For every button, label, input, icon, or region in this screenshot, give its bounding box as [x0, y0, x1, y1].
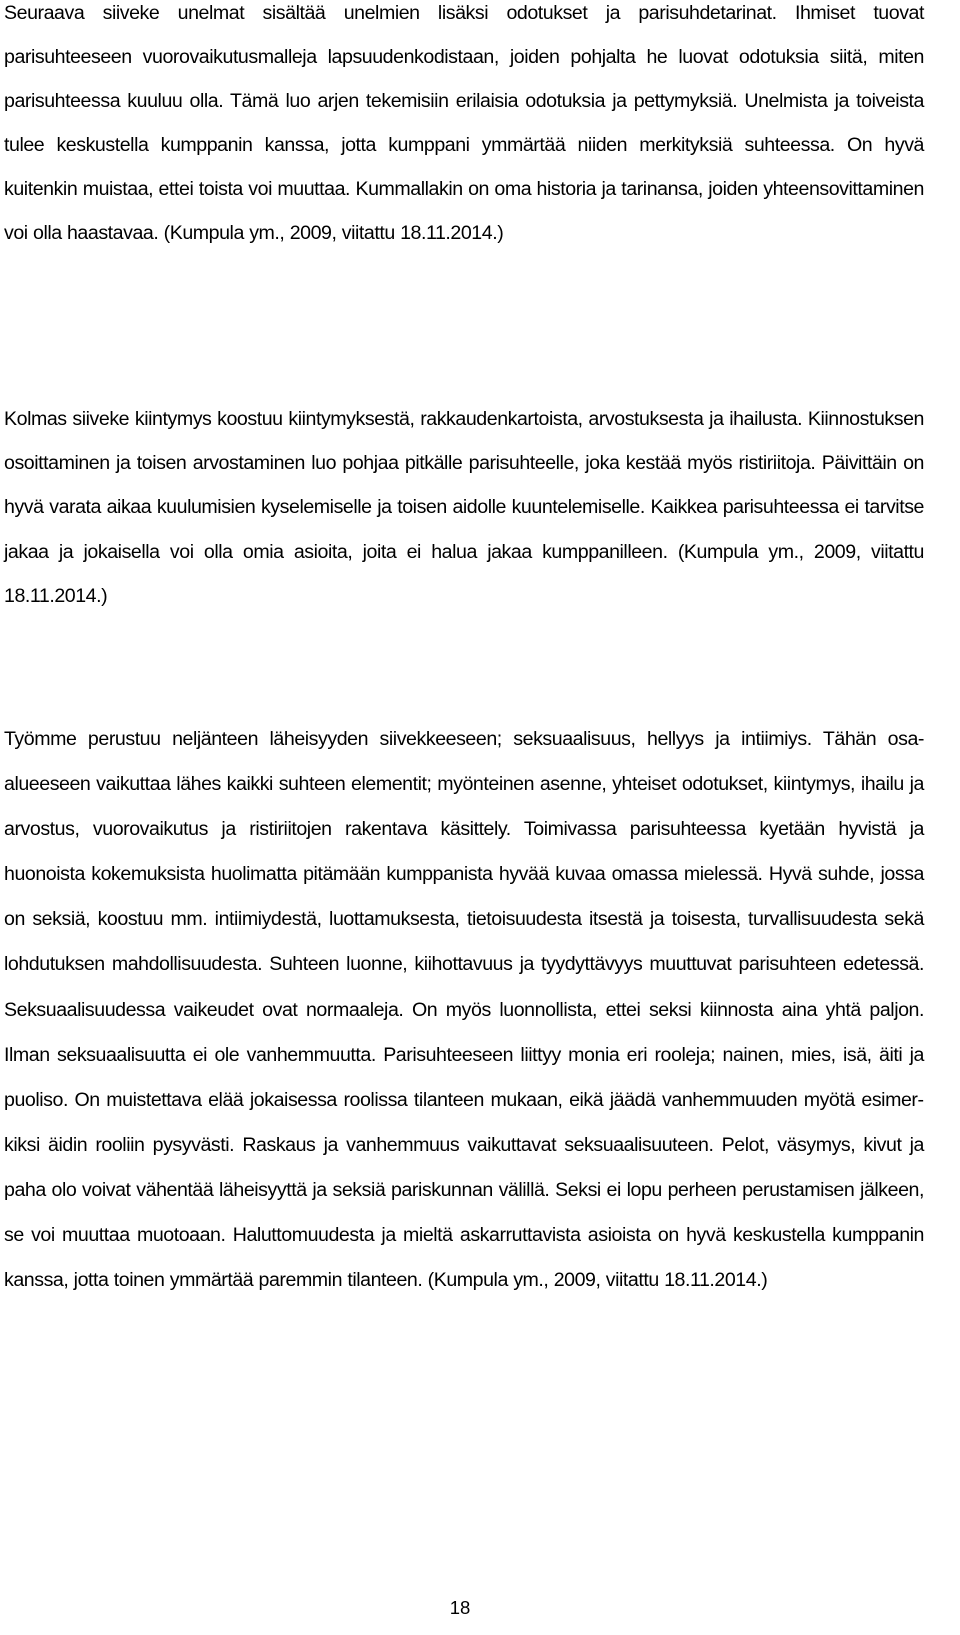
- paragraph-kiintymys: Kolmas siiveke kiintymys koostuu kiintymyksestä, rakkaudenkartoista, arvostuksesta ja ihailusta. Kiinnostuksen osoittaminen ja toisen arvostaminen luo pohjaa pitkälle parisuhteelle, joka kestää myös ristiriitoja. Päivittäin on hyvä varata aikaa kuulumisien kyselemiselle ja toisen aidolle kuuntelemiselle. Kaikkea parisuhteessa ei tarvitse jakaa ja jokaisella voi olla omia asioita, joita ei halua jakaa kumppanilleen. (Kumpula ym., 2009, viitattu 18.11.2014.): [4, 408, 924, 607]
- page-number: 18: [449, 1597, 471, 1618]
- paragraph-seksuaalisuus: Työmme perustuu neljänteen läheisyyden siivekkeeseen; seksuaalisuus, hellyys ja intiimiys. Tähän osa-alueeseen vaikuttaa lähes kaikki suhteen elementit; myönteinen asenne, yhteiset odotukset, kiintymys, ihailu ja arvostus, vuorovaikutus ja ristiriitojen rakentava käsittely. Toimivassa parisuhteessa kyetään hyvistä ja huonoista kokemuksista huolimatta pitämään kumppanista hyvää kuvaa omassa mielessä. Hyvä suhde, jossa on seksiä, koostuu mm. intiimiydestä, luottamuksesta, tietoisuudesta itsestä ja toisesta, turvallisuudesta sekä lohdutuksen mahdollisuudesta. Suhteen luonne, kiihottavuus ja tyydyttävyys muuttuvat parisuhteen edetessä. Seksuaalisuudessa vaikeudet ovat normaaleja. On myös luonnollista, ettei seksi kiinnosta aina yhtä paljon. Ilman seksuaalisuutta ei ole vanhemmuutta. Parisuhteeseen liittyy monia eri rooleja; nainen, mies, isä, äiti ja puoliso. On muistettava elää jokaisessa roolissa tilanteen mukaan, eikä jäädä vanhemmuuden myötä esimerkiksi äidin rooliin pysyvästi. Raskaus ja vanhemmuus vaikuttavat seksuaalisuuteen. Pelot, väsymys, kivut ja paha olo voivat vähentää läheisyyttä ja seksiä pariskunnan välillä. Seksi ei lopu perheen perustamisen jälkeen, se voi muuttaa muotoaan. Haluttomuudesta ja mieltä askarruttavista asioista on hyvä keskustella kumppanin kanssa, jotta toinen ymmärtää paremmin tilanteen. (Kumpula ym., 2009, viitattu 18.11.2014.): [4, 728, 924, 1292]
- paragraph-unelmat: Seuraava siiveke unelmat sisältää unelmien lisäksi odotukset ja parisuhdetarinat. Ihmiset tuovat parisuhteeseen vuorovaikutusmalleja lapsuudenkodistaan, joiden pohjalta he luovat odotuksia siitä, miten parisuhteessa kuuluu olla. Tämä luo arjen tekemisiin erilaisia odotuksia ja pettymyksiä. Unelmista ja toiveista tulee keskustella kumppanin kanssa, jotta kumppani ymmärtää niiden merkityksiä suhteessa. On hyvä kuitenkin muistaa, ettei toista voi muuttaa. Kummallakin on oma historia ja tarinansa, joiden yhteensovittaminen voi olla haastavaa. (Kumpula ym., 2009, viitattu 18.11.2014.): [4, 2, 924, 244]
